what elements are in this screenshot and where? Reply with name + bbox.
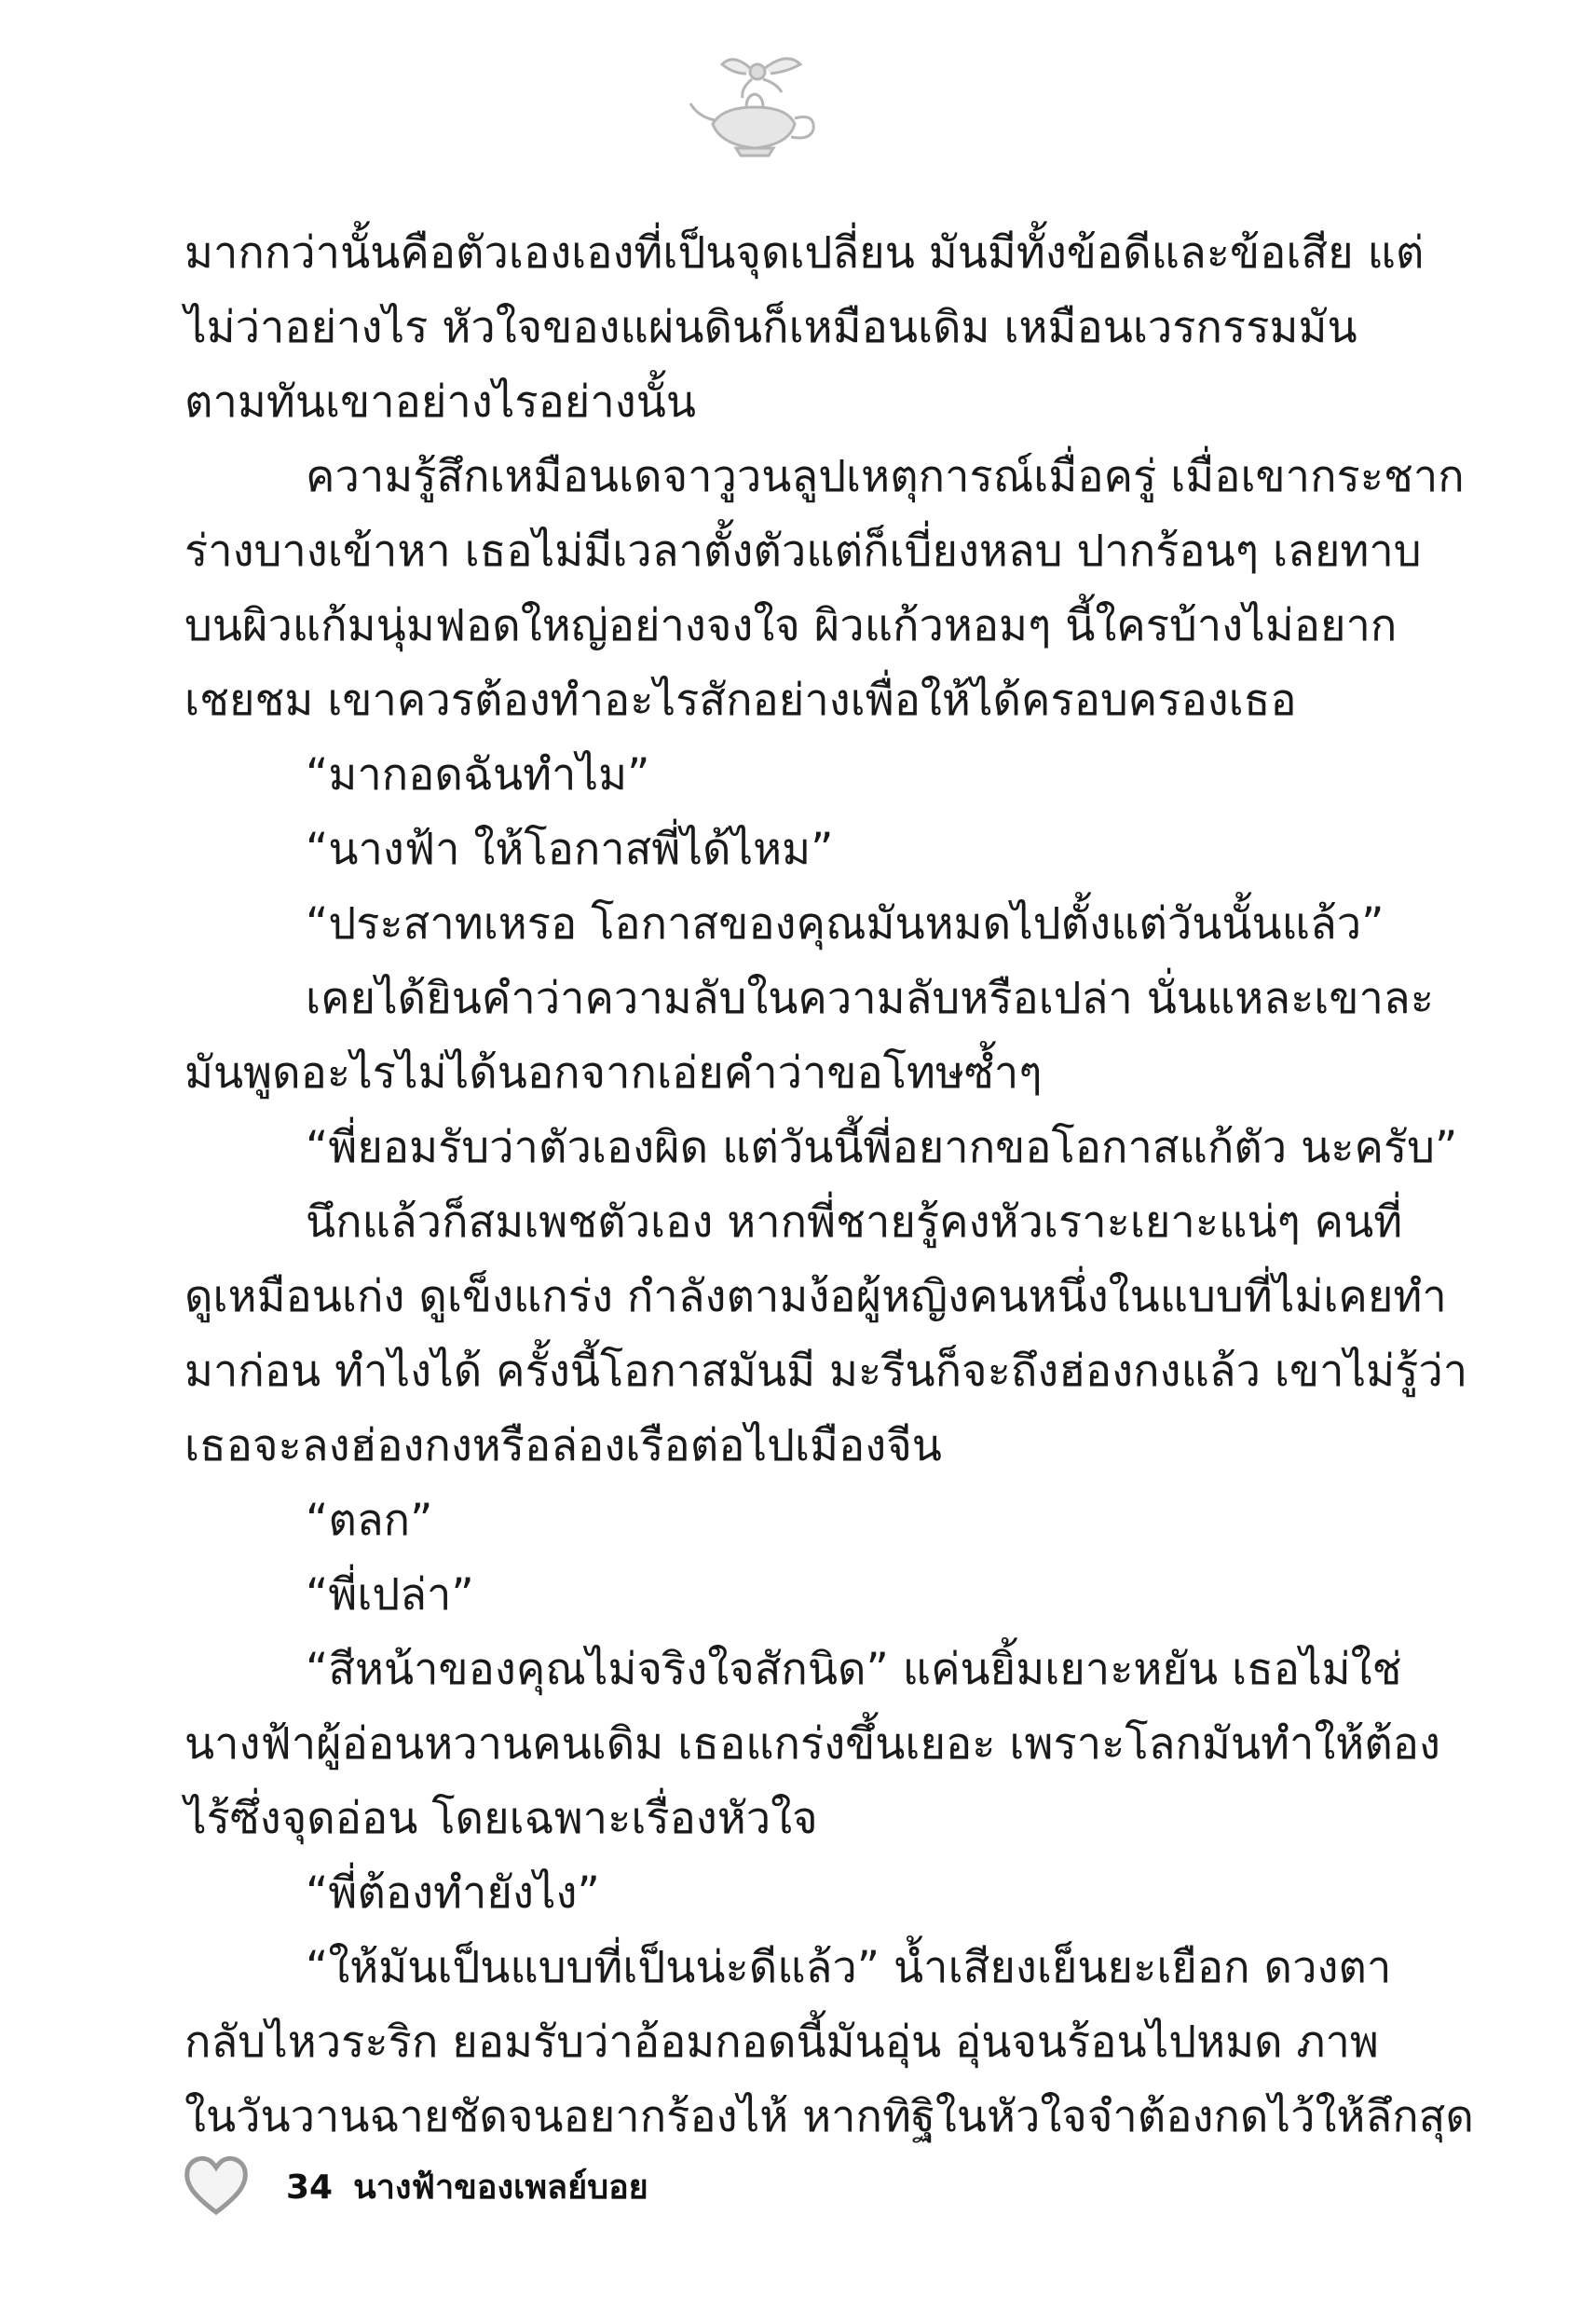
text-line: ไร้ซึ่งจุดอ่อน โดยเฉพาะเรื่องหัวใจ — [184, 1793, 818, 1844]
footer-text — [286, 2160, 669, 2213]
text-line: เชยชม เขาควรต้องทำอะไรสักอย่างเพื่อให้ได้ครอบครองเธอ — [184, 675, 1297, 726]
text-line: “พี่ต้องทำยังไง” — [306, 1867, 600, 1919]
text-line: มาก่อน ทำไงได้ ครั้งนี้โอกาสมันมี มะรีนก็จะถึงฮ่องกงแล้ว เขาไม่รู้ว่า — [184, 1346, 1468, 1397]
text-line: “พี่ยอมรับว่าตัวเองผิด แต่วันนี้พี่อยากขอโอกาสแก้ตัว นะครับ” — [306, 1122, 1458, 1173]
text-line: นึกแล้วก็สมเพชตัวเอง หากพี่ชายรู้คงหัวเราะเยาะแน่ๆ คนที่ — [306, 1197, 1403, 1248]
text-line: มากกว่านั้นคือตัวเองเองที่เป็นจุดเปลี่ยน มันมีทั้งข้อดีและข้อเสีย แต่ — [184, 227, 1425, 279]
page-footer — [182, 2153, 927, 2227]
body-text — [184, 216, 1474, 2154]
text-line: กลับไหวระริก ยอมรับว่าอ้อมกอดนี้มันอุ่น อุ่นจนร้อนไปหมด ภาพ — [184, 2017, 1379, 2068]
text-line: ไม่ว่าอย่างไร หัวใจของแผ่นดินก็เหมือนเดิม เหมือนเวรกรรมมัน — [184, 302, 1357, 353]
text-line: เธอจะลงฮ่องกงหรือล่องเรือต่อไปเมืองจีน — [184, 1420, 942, 1471]
text-line: ร่างบางเข้าหา เธอไม่มีเวลาตั้งตัวแต่ก็เบี่ยงหลบ ปากร้อนๆ เลยทาบ — [184, 526, 1422, 577]
text-line: เคยได้ยินคำว่าความลับในความลับหรือเปล่า นั่นแหละเขาละ — [306, 973, 1434, 1024]
text-line: “พี่เปล่า” — [306, 1569, 474, 1620]
text-line: ดูเหมือนเก่ง ดูเข็งแกร่ง กำลังตามง้อผู้หญิงคนหนึ่งในแบบที่ไม่เคยทำ — [184, 1271, 1447, 1322]
text-line: “ประสาทเหรอ โอกาสของคุณมันหมดไปตั้งแต่วันนั้นแล้ว” — [306, 898, 1385, 950]
text-line: “ตลก” — [306, 1495, 433, 1546]
fairy-teapot-icon — [685, 51, 825, 158]
text-line: นางฟ้าผู้อ่อนหวานคนเดิม เธอแกร่งขึ้นเยอะ เพราะโลกมันทำให้ต้อง — [184, 1718, 1440, 1770]
text-line: ความรู้สึกเหมือนเดจาวูวนลูปเหตุการณ์เมื่อครู่ เมื่อเขากระชาก — [306, 451, 1465, 502]
text-line: “มากอดฉันทำไม” — [306, 749, 650, 800]
page-number: 34 — [286, 2168, 334, 2207]
text-line: “นางฟ้า ให้โอกาสพี่ได้ไหม” — [306, 824, 834, 875]
text-line: ตามทันเขาอย่างไรอย่างนั้น — [184, 376, 696, 428]
text-line: “สีหน้าของคุณไม่จริงใจสักนิด” แค่นยิ้มเยาะหยัน เธอไม่ใช่ — [306, 1644, 1402, 1695]
heart-icon — [182, 2153, 252, 2218]
text-line: “ให้มันเป็นแบบที่เป็นน่ะดีแล้ว” น้ำเสียงเย็นยะเยือก ดวงตา — [306, 1942, 1392, 1993]
text-line: บนผิวแก้มนุ่มฟอดใหญ่อย่างจงใจ ผิวแก้วหอมๆ นี้ใครบ้างไม่อยาก — [184, 600, 1398, 651]
text-line: มันพูดอะไรไม่ได้นอกจากเอ่ยคำว่าขอโทษซ้ำๆ — [184, 1047, 1043, 1099]
book-title: นางฟ้าของเพลย์บอย — [353, 2168, 648, 2207]
text-line: ในวันวานฉายชัดจนอยากร้องไห้ หากทิฐิในหัวใจจำต้องกดไว้ให้ลึกสุด — [184, 2091, 1474, 2142]
